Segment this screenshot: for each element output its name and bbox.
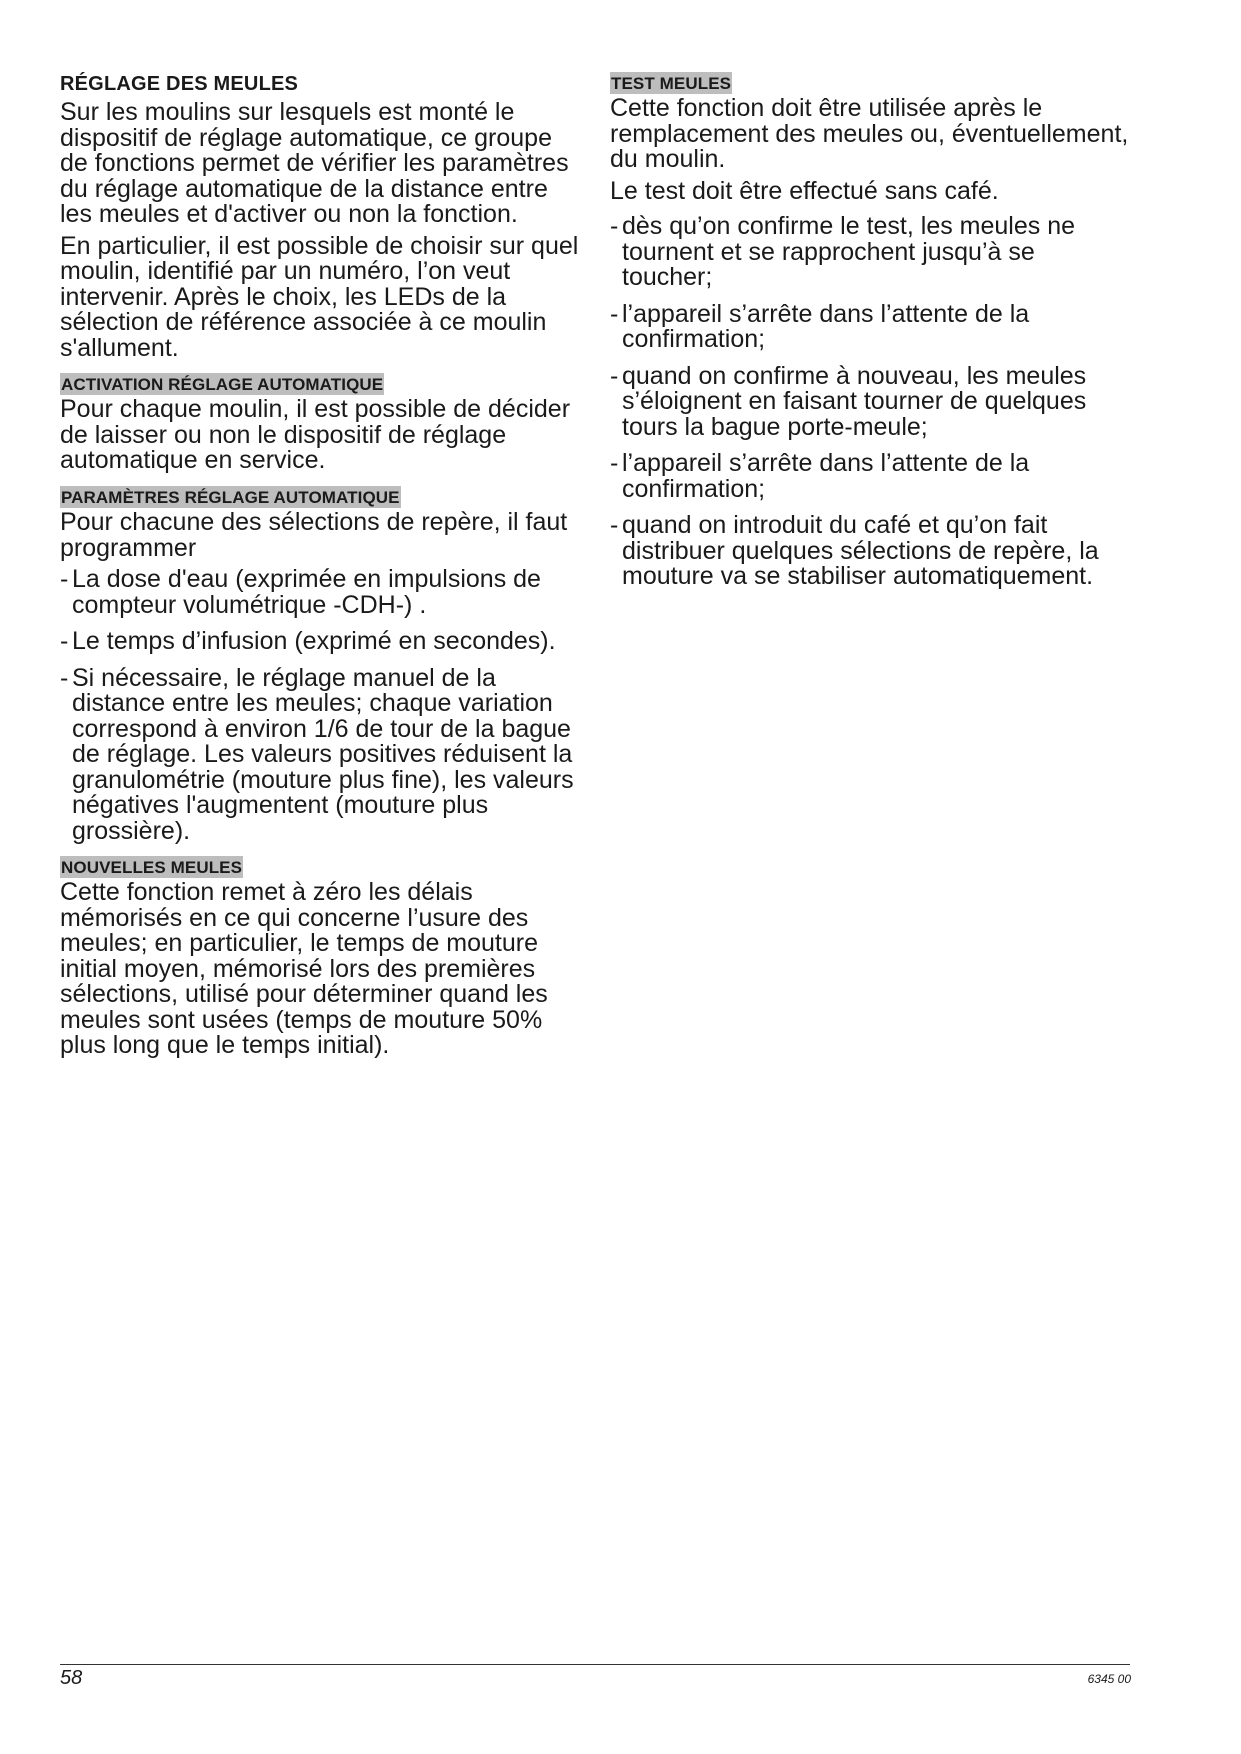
footer-divider xyxy=(60,1664,1130,1665)
section-test-meules xyxy=(610,72,1130,590)
bullet-list xyxy=(60,567,580,844)
bullet-list xyxy=(610,214,1130,590)
list-item-text: quand on confirme à nouveau, les meules s’éloignent en faisant tourner de quelques tours la bague porte-meule; xyxy=(622,361,1087,441)
section-nouvelles-meules xyxy=(60,856,580,1059)
paragraph: Sur les moulins sur lesquels est monté le dispositif de réglage automatique, ce groupe de fonctions permet de vérifier les paramètres du réglage automatique de la distance entre les meules et d'activer ou non la fonction. xyxy=(60,98,569,228)
section-heading: PARAMÈTRES RÉGLAGE AUTOMATIQUE xyxy=(61,487,400,507)
section-activation-reglage-automatique xyxy=(60,373,580,474)
left-column xyxy=(60,72,580,1071)
bullet-dash: - xyxy=(610,212,619,241)
bullet-dash: - xyxy=(60,565,69,593)
section-reglage-des-meules xyxy=(60,72,580,361)
list-item-text: Si nécessaire, le réglage manuel de la distance entre les meules; chaque variation correspond à environ 1/6 de tour de la bague de réglage. Les valeurs positives réduisent la granulométrie (mouture plus fine), les valeurs négatives l'augmentent (mouture plus grossière). xyxy=(72,663,574,845)
list-item xyxy=(610,513,1130,590)
paragraph: Pour chaque moulin, il est possible de décider de laisser ou non le dispositif de réglage automatique en service. xyxy=(60,395,571,475)
list-item-text: La dose d'eau (exprimée en impulsions de compteur volumétrique -CDH-) . xyxy=(72,565,541,619)
paragraph: Le test doit être effectué sans café. xyxy=(610,176,999,205)
bullet-dash: - xyxy=(610,361,619,390)
paragraph: En particulier, il est possible de choisir sur quel moulin, identifié par un numéro, l’on veut intervenir. Après le choix, les LEDs de la sélection de référence associée à ce moulin s'allument. xyxy=(60,231,579,362)
bullet-dash: - xyxy=(60,627,69,655)
list-item-text: quand on introduit du café et qu’on fait distribuer quelques sélections de repère, la mouture va se stabiliser automatiquement. xyxy=(622,511,1099,591)
paragraph: Pour chacune des sélections de repère, il faut programmer xyxy=(60,508,568,562)
list-item-text: l’appareil s’arrête dans l’attente de la confirmation; xyxy=(622,299,1030,354)
list-item xyxy=(610,299,1130,354)
section-heading: TEST MEULES xyxy=(611,74,732,93)
bullet-dash: - xyxy=(610,449,619,478)
section-heading: RÉGLAGE DES MEULES xyxy=(60,73,299,95)
list-item xyxy=(60,629,580,655)
list-item xyxy=(60,663,580,845)
page-number: 58 xyxy=(60,1667,83,1689)
list-item-text: Le temps d’infusion (exprimé en secondes). xyxy=(72,627,556,655)
list-item-text: dès qu’on confirme le test, les meules ne tournent et se rapprochent jusqu’à se toucher; xyxy=(622,212,1076,292)
list-item xyxy=(610,361,1130,441)
section-parametres-reglage-automatique xyxy=(60,486,580,844)
bullet-dash: - xyxy=(610,299,619,328)
section-heading: ACTIVATION RÉGLAGE AUTOMATIQUE xyxy=(61,375,384,394)
document-code: 6345 00 xyxy=(1087,1672,1131,1686)
right-column xyxy=(610,72,1130,602)
paragraph: Cette fonction doit être utilisée après le remplacement des meules ou, éventuellement, du moulin. xyxy=(610,94,1129,174)
list-item-text: l’appareil s’arrête dans l’attente de la confirmation; xyxy=(622,449,1030,503)
paragraph: Cette fonction remet à zéro les délais mémorisés en ce qui concerne l’usure des meules; en particulier, le temps de mouture initial moyen, mémorisé lors des premières sélections, utilisé pour déterminer quand les meules sont usées (temps de mouture 50% plus long que le temps initial). xyxy=(60,878,548,1060)
bullet-dash: - xyxy=(610,511,619,540)
list-item xyxy=(60,567,580,618)
section-heading: NOUVELLES MEULES xyxy=(61,858,243,877)
list-item xyxy=(610,214,1130,291)
list-item xyxy=(610,451,1130,502)
bullet-dash: - xyxy=(60,663,69,692)
